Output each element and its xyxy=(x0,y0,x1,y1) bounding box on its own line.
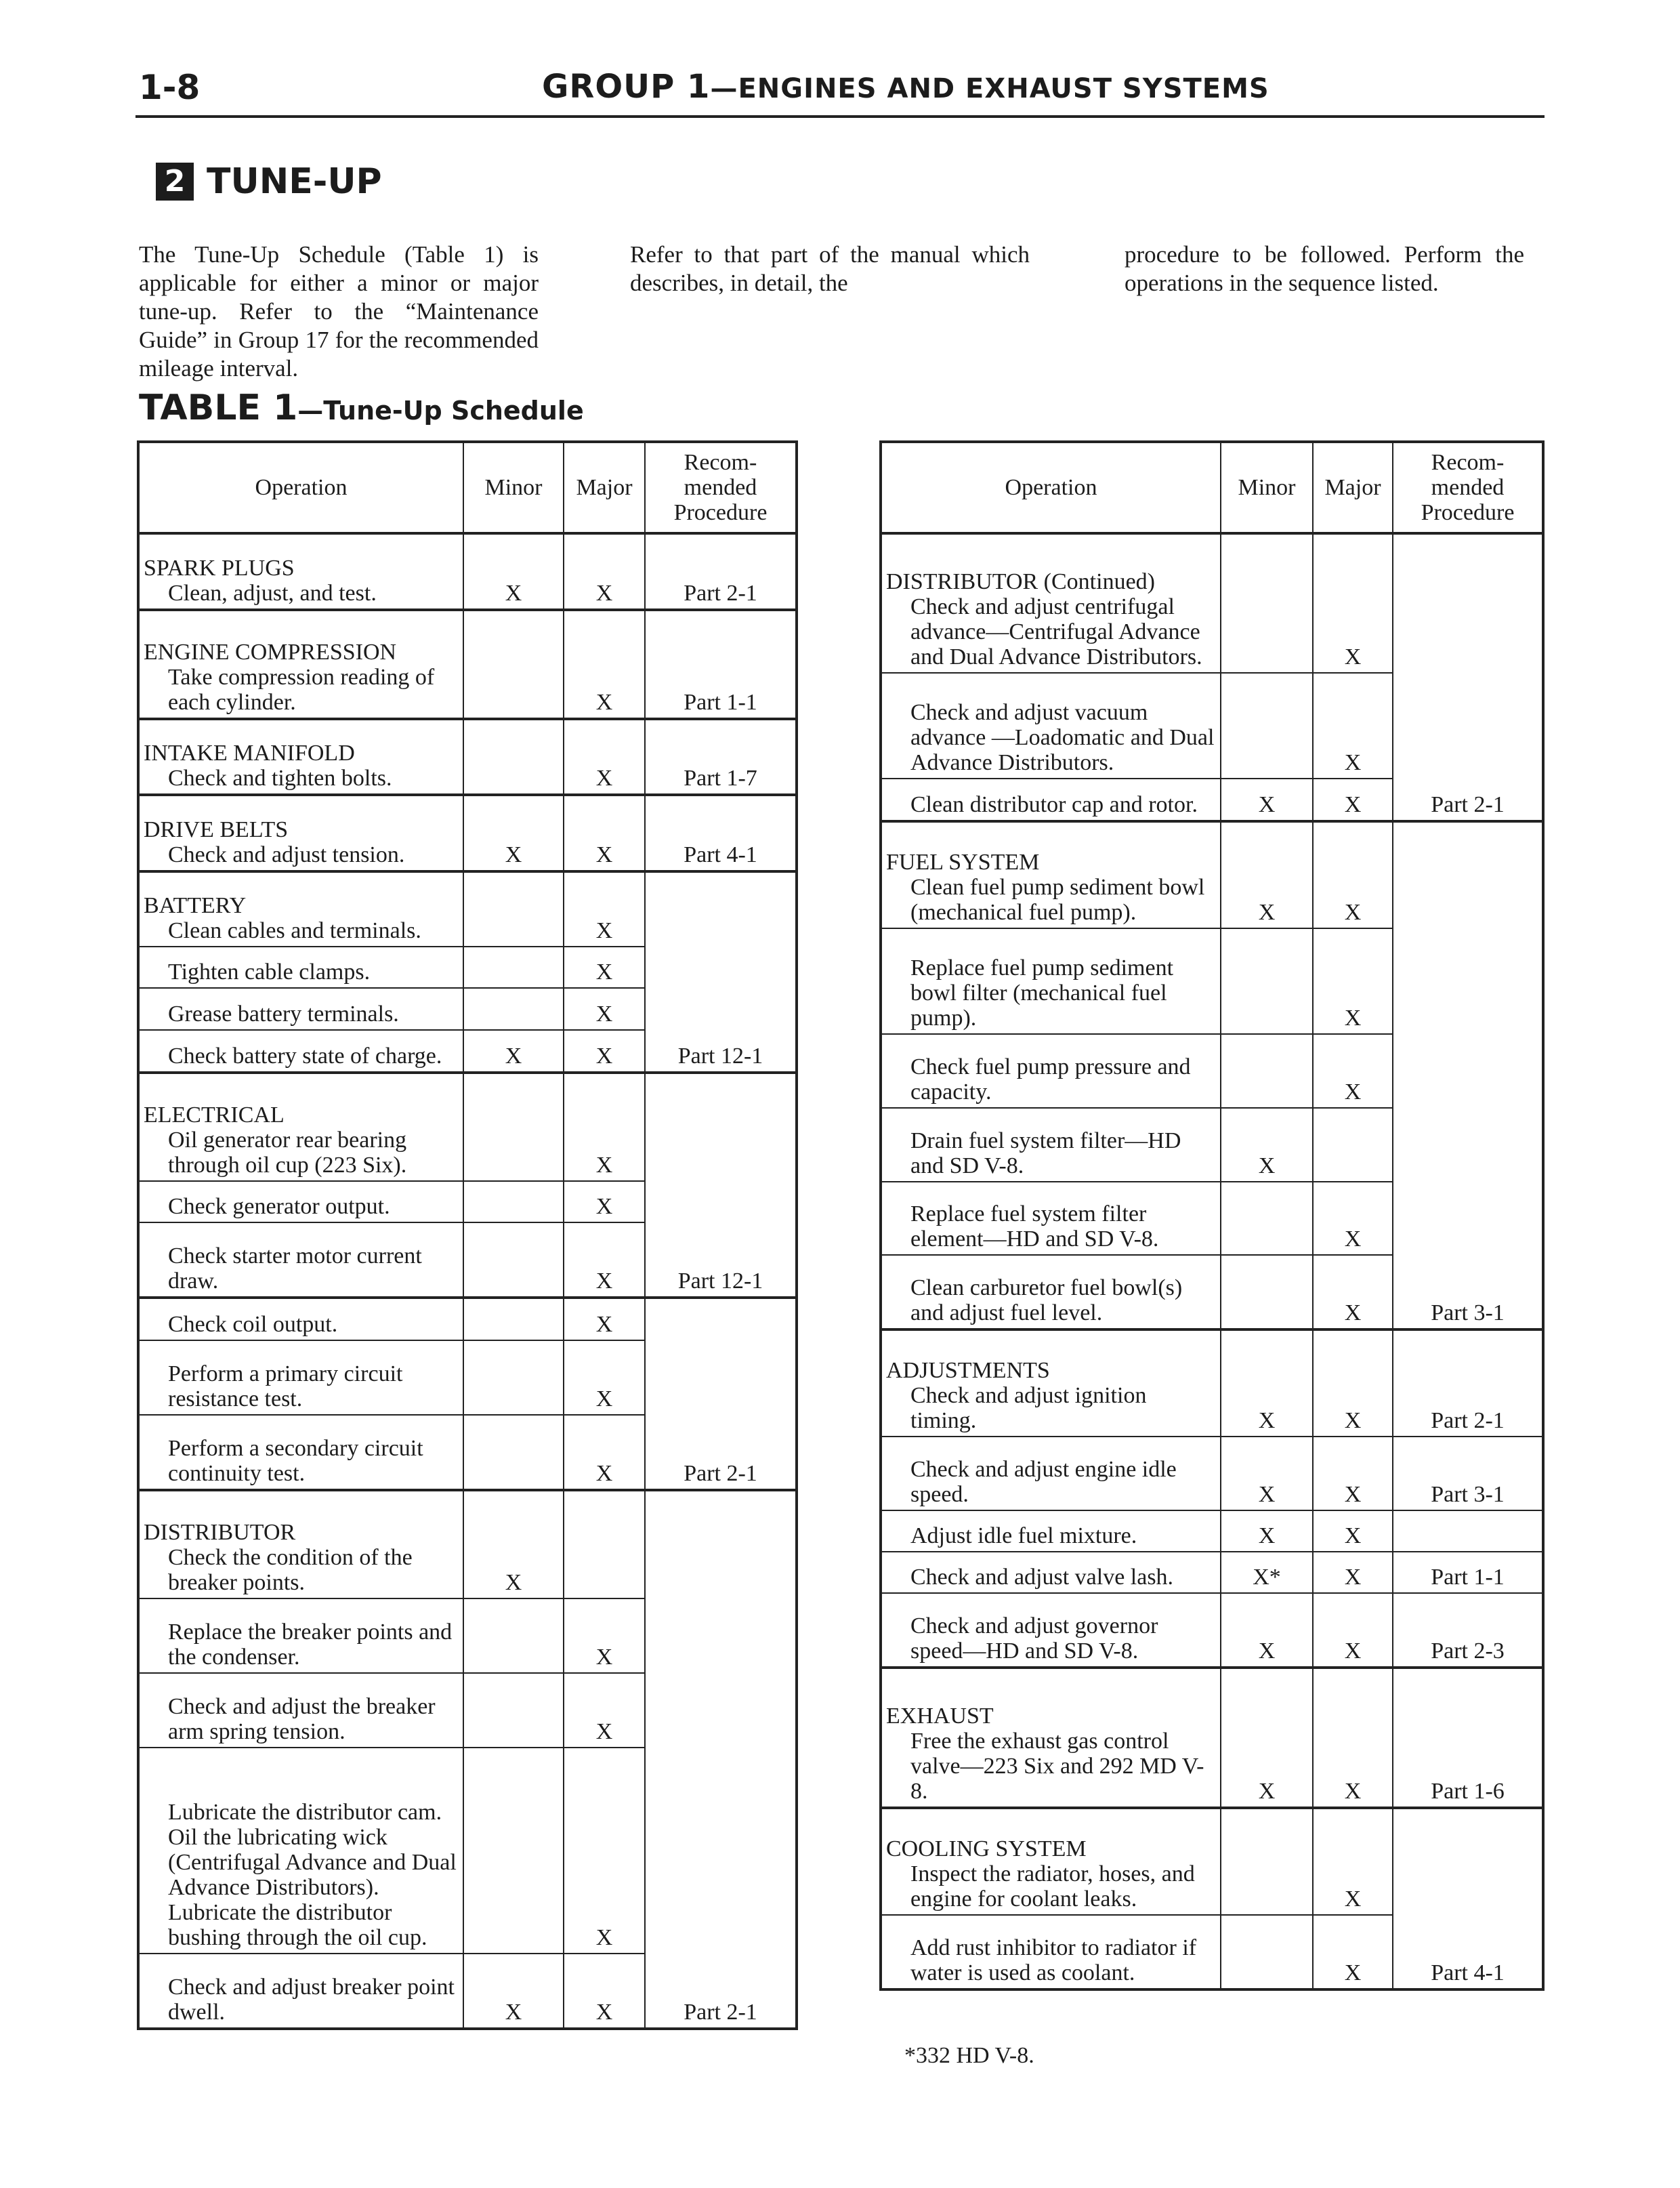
major-mark: X xyxy=(1313,1182,1393,1256)
table-row xyxy=(881,1437,1543,1510)
operation-cell xyxy=(881,779,1221,821)
operation-text: Check and adjust valve lash. xyxy=(910,1564,1174,1590)
page-number: 1-8 xyxy=(139,68,201,107)
major-mark: X xyxy=(564,1673,645,1748)
major-mark: X xyxy=(1313,1329,1393,1437)
operation-cell xyxy=(881,1437,1221,1510)
major-mark: X xyxy=(1313,779,1393,821)
major-mark: X xyxy=(564,1181,645,1223)
major-mark: X xyxy=(1313,1255,1393,1329)
group-heading: INTAKE MANIFOLD xyxy=(144,741,355,766)
minor-mark xyxy=(1221,1034,1313,1108)
table-caption-sub: —Tune-Up Schedule xyxy=(297,396,584,426)
operation-cell xyxy=(138,533,463,610)
major-mark: X xyxy=(1313,1915,1393,1989)
major-mark: X xyxy=(1313,1437,1393,1510)
intro-paragraph-3: procedure to be followed. Perform the operations in the sequence listed. xyxy=(1125,241,1524,296)
operation-cell xyxy=(881,1808,1221,1915)
operation-cell xyxy=(881,1668,1221,1808)
major-mark: X xyxy=(564,610,645,719)
header-major: Major xyxy=(1313,442,1393,533)
group-heading: DISTRIBUTOR (Continued) xyxy=(886,569,1155,594)
section-title: TUNE-UP xyxy=(207,161,382,202)
operation-cell xyxy=(138,1598,463,1673)
major-mark: X xyxy=(1313,1552,1393,1593)
operation-text: Free the exhaust gas control valve—223 Six and 292 MD V-8. xyxy=(910,1728,1204,1804)
procedure-cell: Part 2-3 xyxy=(1393,1593,1543,1668)
operation-text: Clean distributor cap and rotor. xyxy=(910,791,1198,817)
operation-text: Clean cables and terminals. xyxy=(168,917,421,943)
group-heading: FUEL SYSTEM xyxy=(886,849,1040,875)
minor-mark xyxy=(463,1598,564,1673)
operation-cell xyxy=(138,719,463,796)
operation-cell xyxy=(881,821,1221,928)
operation-text: Replace fuel pump sediment bowl filter (mechanical fuel pump). xyxy=(910,955,1174,1031)
group-heading: ADJUSTMENTS xyxy=(886,1358,1050,1384)
operation-text: Check starter motor current draw. xyxy=(168,1243,422,1294)
minor-mark: X xyxy=(1221,1437,1313,1510)
procedure-cell: Part 2-1 xyxy=(645,1490,797,2029)
operation-text: Tighten cable clamps. xyxy=(168,959,371,985)
operation-text: Grease battery terminals. xyxy=(168,1001,399,1027)
major-mark xyxy=(1313,1108,1393,1182)
procedure-cell: Part 2-1 xyxy=(1393,1329,1543,1437)
operation-text: Check coil output. xyxy=(168,1312,338,1338)
operation-cell xyxy=(881,1255,1221,1329)
operation-cell xyxy=(881,1034,1221,1108)
group-heading: SPARK PLUGS xyxy=(144,555,295,581)
operation-text: Add rust inhibitor to radiator if water is used as coolant. xyxy=(910,1935,1197,1985)
table-row xyxy=(138,871,797,947)
minor-mark: X xyxy=(463,1030,564,1073)
minor-mark xyxy=(1221,1255,1313,1329)
operation-cell xyxy=(138,1181,463,1223)
major-mark: X xyxy=(1313,1593,1393,1668)
minor-mark xyxy=(1221,1808,1313,1915)
major-mark: X xyxy=(564,1298,645,1340)
operation-text: Perform a secondary circuit continuity test. xyxy=(168,1436,423,1487)
procedure-cell: Part 1-1 xyxy=(1393,1552,1543,1593)
minor-mark: X xyxy=(1221,1668,1313,1808)
major-mark: X xyxy=(564,871,645,947)
major-mark: X xyxy=(1313,928,1393,1035)
operation-cell xyxy=(138,1954,463,2029)
operation-cell xyxy=(138,988,463,1030)
operation-cell xyxy=(881,1510,1221,1552)
table-footnote: *332 HD V-8. xyxy=(904,2043,1034,2068)
header-operation: Operation xyxy=(881,442,1221,533)
minor-mark xyxy=(463,947,564,989)
running-header xyxy=(542,68,1269,106)
major-mark: X xyxy=(1313,1668,1393,1808)
minor-mark xyxy=(463,719,564,796)
major-mark: X xyxy=(1313,533,1393,673)
minor-mark xyxy=(463,988,564,1030)
operation-text: Check and adjust ignition timing. xyxy=(910,1383,1147,1434)
minor-mark xyxy=(463,1415,564,1490)
header-operation: Operation xyxy=(138,442,463,533)
minor-mark: X xyxy=(463,1490,564,1598)
operation-text: Replace the breaker points and the condenser. xyxy=(168,1619,453,1670)
operation-cell xyxy=(138,1298,463,1340)
operation-text: Clean carburetor fuel bowl(s) and adjust fuel level. xyxy=(910,1275,1183,1326)
minor-mark xyxy=(463,1673,564,1748)
operation-cell xyxy=(138,1673,463,1748)
operation-cell xyxy=(881,1593,1221,1668)
major-mark xyxy=(564,1490,645,1598)
group-label: GROUP 1 xyxy=(542,68,711,106)
table-caption xyxy=(139,388,584,428)
minor-mark xyxy=(1221,673,1313,779)
table-row xyxy=(138,1490,797,1598)
procedure-cell: Part 12-1 xyxy=(645,1073,797,1298)
table-row xyxy=(881,533,1543,673)
procedure-cell: Part 3-1 xyxy=(1393,1437,1543,1510)
minor-mark: X xyxy=(463,1954,564,2029)
major-mark: X xyxy=(1313,673,1393,779)
operation-cell xyxy=(138,1748,463,1954)
group-heading: ELECTRICAL xyxy=(144,1102,285,1128)
operation-text: Check and adjust the breaker arm spring tension. xyxy=(168,1693,436,1744)
operation-cell xyxy=(881,928,1221,1035)
procedure-cell: Part 4-1 xyxy=(1393,1808,1543,1989)
header-minor: Minor xyxy=(1221,442,1313,533)
operation-cell xyxy=(138,1030,463,1073)
minor-mark xyxy=(463,1222,564,1298)
major-mark: X xyxy=(564,1222,645,1298)
header-major: Major xyxy=(564,442,645,533)
group-heading: DISTRIBUTOR xyxy=(144,1520,296,1546)
table-row xyxy=(881,1329,1543,1437)
major-mark: X xyxy=(1313,1808,1393,1915)
major-mark: X xyxy=(564,795,645,871)
table-row xyxy=(881,1510,1543,1552)
major-mark: X xyxy=(1313,1034,1393,1108)
operation-text: Check battery state of charge. xyxy=(168,1043,442,1069)
group-heading: DRIVE BELTS xyxy=(144,817,289,842)
tune-up-table-right xyxy=(879,440,1545,1991)
operation-text: Adjust idle fuel mixture. xyxy=(910,1523,1137,1548)
minor-mark: X xyxy=(463,533,564,610)
table-row xyxy=(881,1552,1543,1593)
table-row xyxy=(881,1668,1543,1808)
operation-text: Check and adjust governor speed—HD and SD V-8. xyxy=(910,1613,1158,1664)
operation-cell xyxy=(881,1108,1221,1182)
major-mark: X xyxy=(564,533,645,610)
header-procedure: Recom-mended Procedure xyxy=(645,442,797,533)
operation-text: Drain fuel system filter—HD and SD V-8. xyxy=(910,1128,1181,1178)
header-rule xyxy=(135,115,1545,118)
group-heading: EXHAUST xyxy=(886,1703,994,1729)
table-left-body xyxy=(138,533,797,2029)
major-mark: X xyxy=(564,1073,645,1181)
table-row xyxy=(138,533,797,610)
minor-mark xyxy=(1221,928,1313,1035)
intro-paragraph-2: Refer to that part of the manual which describes, in detail, the xyxy=(630,241,1030,296)
operation-text: Check and adjust vacuum advance —Loadomatic and Dual Advance Distributors. xyxy=(910,700,1215,776)
operation-cell xyxy=(138,1222,463,1298)
operation-cell xyxy=(138,1073,463,1181)
major-mark: X xyxy=(1313,1510,1393,1552)
operation-text: Clean fuel pump sediment bowl (mechanical fuel pump). xyxy=(910,874,1205,925)
procedure-cell: Part 12-1 xyxy=(645,871,797,1073)
table-right-body xyxy=(881,533,1543,1989)
procedure-cell: Part 4-1 xyxy=(645,795,797,871)
procedure-cell: Part 3-1 xyxy=(1393,821,1543,1330)
major-mark: X xyxy=(1313,821,1393,928)
minor-mark xyxy=(463,610,564,719)
group-heading: COOLING SYSTEM xyxy=(886,1836,1087,1861)
major-mark: X xyxy=(564,1954,645,2029)
group-heading: BATTERY xyxy=(144,892,247,918)
operation-cell xyxy=(881,533,1221,673)
table-row xyxy=(138,719,797,796)
operation-cell xyxy=(138,1415,463,1490)
minor-mark: X xyxy=(1221,1593,1313,1668)
procedure-cell xyxy=(1393,1510,1543,1552)
operation-text: Replace fuel system filter element—HD and SD V-8. xyxy=(910,1201,1159,1252)
procedure-cell: Part 1-1 xyxy=(645,610,797,719)
intro-paragraph-1: The Tune-Up Schedule (Table 1) is applicable for either a minor or major tune-up. Refer to the “Maintenance Guide” in Group 17 for the recommended mileage interval. xyxy=(139,241,539,381)
major-mark: X xyxy=(564,1598,645,1673)
operation-text: Check fuel pump pressure and capacity. xyxy=(910,1054,1191,1105)
minor-mark xyxy=(1221,1915,1313,1989)
operation-text: Check and tighten bolts. xyxy=(168,766,392,791)
minor-mark xyxy=(463,1181,564,1223)
table-row xyxy=(138,610,797,719)
minor-mark xyxy=(463,1298,564,1340)
minor-mark: X xyxy=(1221,1329,1313,1437)
major-mark: X xyxy=(564,1030,645,1073)
minor-mark: X xyxy=(463,795,564,871)
operation-cell xyxy=(881,1182,1221,1256)
section-number-badge: 2 xyxy=(156,163,194,201)
minor-mark: X xyxy=(1221,1510,1313,1552)
operation-text: Check generator output. xyxy=(168,1194,390,1220)
table-row xyxy=(138,1298,797,1340)
operation-cell xyxy=(881,1329,1221,1437)
procedure-cell: Part 1-7 xyxy=(645,719,797,796)
procedure-cell: Part 2-1 xyxy=(645,533,797,610)
operation-text: Inspect the radiator, hoses, and engine for coolant leaks. xyxy=(910,1861,1195,1912)
procedure-cell: Part 2-1 xyxy=(1393,533,1543,821)
major-mark: X xyxy=(564,947,645,989)
operation-text: Oil generator rear bearing through oil cup (223 Six). xyxy=(168,1127,407,1178)
minor-mark xyxy=(1221,533,1313,673)
operation-cell xyxy=(881,1552,1221,1593)
minor-mark xyxy=(463,1073,564,1181)
minor-mark: X xyxy=(1221,821,1313,928)
operation-cell xyxy=(138,1490,463,1598)
major-mark: X xyxy=(564,988,645,1030)
major-mark: X xyxy=(564,1748,645,1954)
header-minor: Minor xyxy=(463,442,564,533)
tune-up-table-left xyxy=(137,440,798,2030)
table-row xyxy=(881,1808,1543,1915)
operation-cell xyxy=(881,673,1221,779)
minor-mark xyxy=(463,1748,564,1954)
operation-cell xyxy=(138,1340,463,1415)
major-mark: X xyxy=(564,719,645,796)
table-caption-label: TABLE 1 xyxy=(139,388,298,428)
operation-cell xyxy=(138,795,463,871)
table-row xyxy=(138,1073,797,1181)
minor-mark: X xyxy=(1221,1108,1313,1182)
minor-mark xyxy=(1221,1182,1313,1256)
group-heading: ENGINE COMPRESSION xyxy=(144,639,397,665)
major-mark: X xyxy=(564,1340,645,1415)
operation-cell xyxy=(138,610,463,719)
operation-text: Perform a primary circuit resistance test. xyxy=(168,1361,403,1412)
minor-mark: X xyxy=(1221,779,1313,821)
table-row xyxy=(138,795,797,871)
operation-text: Check and adjust tension. xyxy=(168,842,405,867)
operation-text: Check and adjust engine idle speed. xyxy=(910,1457,1177,1508)
table-row xyxy=(881,821,1543,928)
operation-text: Check and adjust centrifugal advance—Centrifugal Advance and Dual Advance Distributors. xyxy=(910,594,1202,669)
operation-cell xyxy=(138,871,463,947)
minor-mark xyxy=(463,1340,564,1415)
minor-mark xyxy=(463,871,564,947)
operation-text: Check the condition of the breaker points. xyxy=(168,1545,413,1596)
operation-text: Check and adjust breaker point dwell. xyxy=(168,1975,455,2025)
operation-text: Take compression reading of each cylinder. xyxy=(168,664,435,715)
group-title: —ENGINES AND EXHAUST SYSTEMS xyxy=(710,73,1269,104)
table-row xyxy=(881,1593,1543,1668)
minor-mark: X* xyxy=(1221,1552,1313,1593)
operation-cell xyxy=(881,1915,1221,1989)
header-procedure: Recom-mended Procedure xyxy=(1393,442,1543,533)
operation-cell xyxy=(138,947,463,989)
procedure-cell: Part 2-1 xyxy=(645,1298,797,1490)
procedure-cell: Part 1-6 xyxy=(1393,1668,1543,1808)
operation-text: Clean, adjust, and test. xyxy=(168,580,377,606)
operation-text: Lubricate the distributor cam. Oil the lubricating wick (Centrifugal Advance and Dual Advance Distributors). Lubricate the distributor bushing through the oil cup. xyxy=(168,1799,457,1950)
major-mark: X xyxy=(564,1415,645,1490)
